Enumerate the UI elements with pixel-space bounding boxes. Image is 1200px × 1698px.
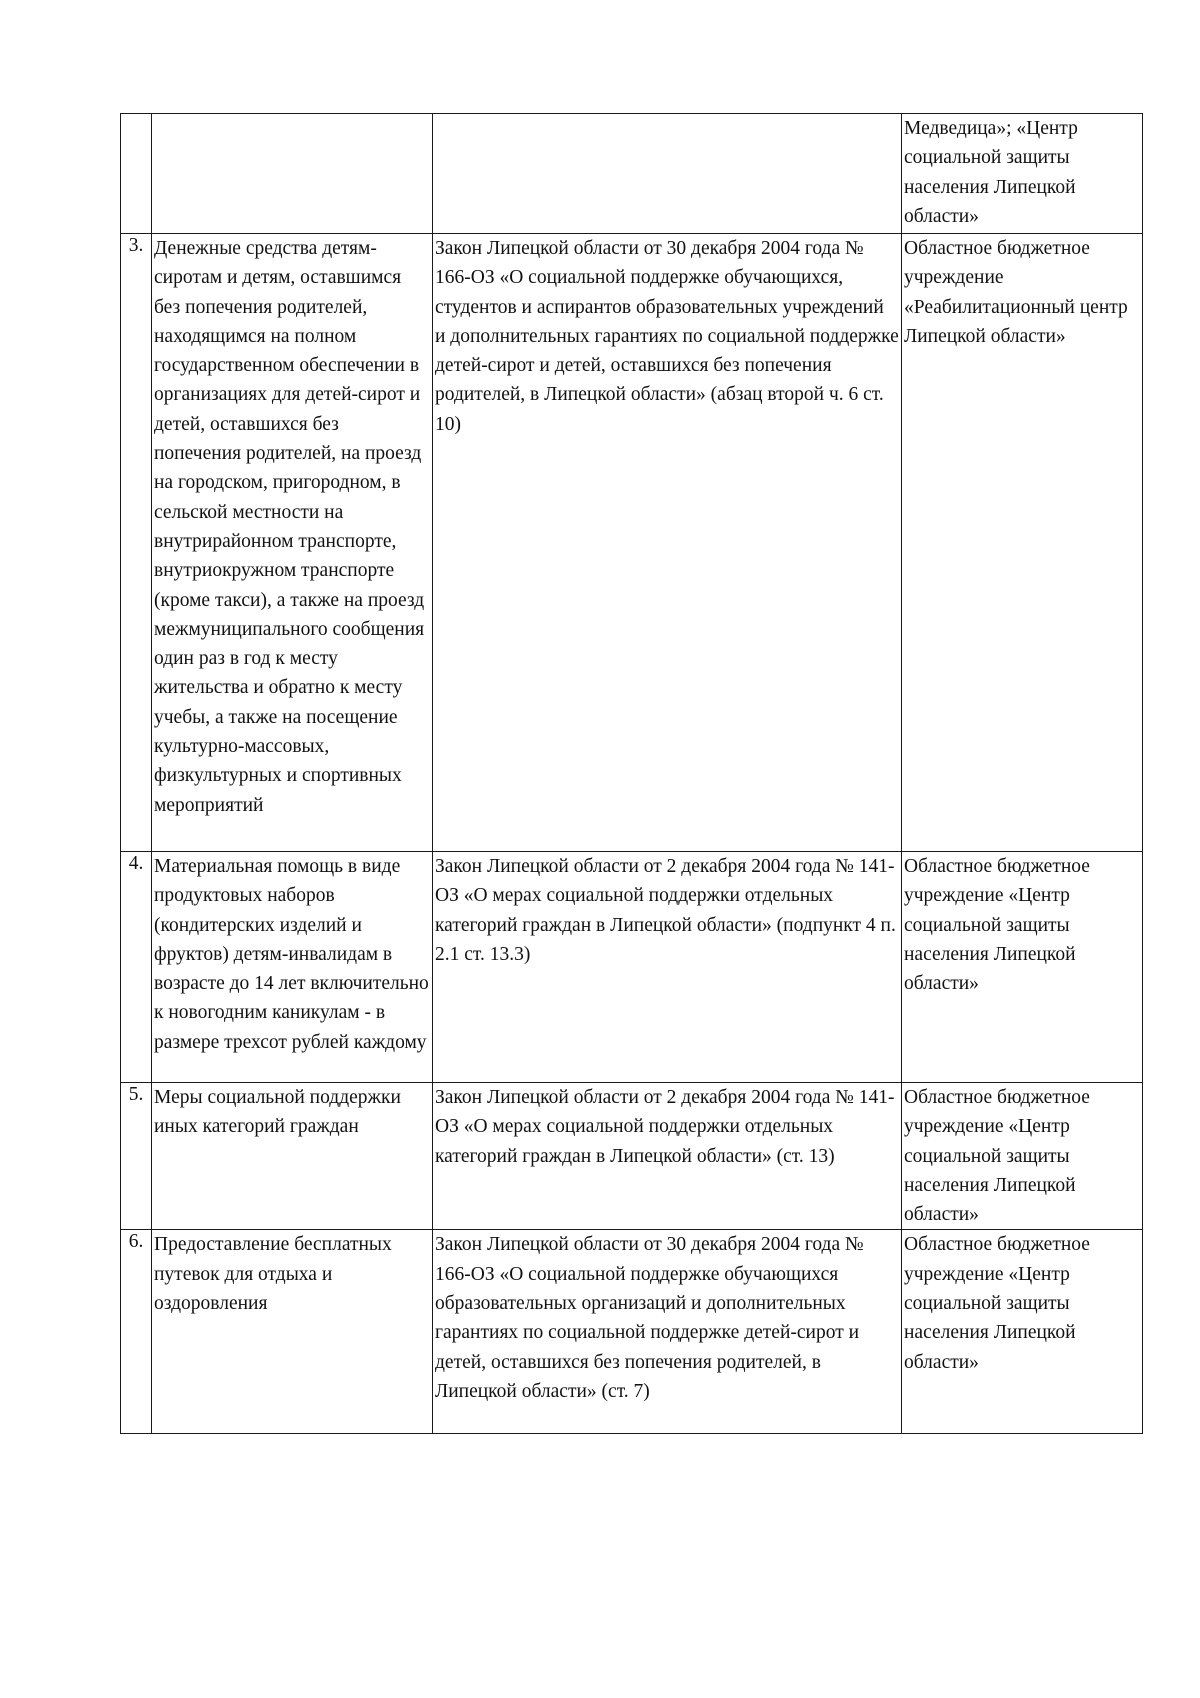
law-cell: Закон Липецкой области от 30 декабря 2004 года № 166-ОЗ «О социальной поддержке обучающихся, студентов и аспирантов образовательных учреждений и дополнительных гарантиях по социальной поддержке детей-сирот и детей, оставшихся без попечения родителей, в Липецкой области» (абзац второй ч. 6 ст. 10) [433, 234, 902, 852]
law-cell [433, 114, 902, 234]
measure-cell: Меры социальной поддержки иных категорий граждан [152, 1083, 433, 1230]
organization-cell: Областное бюджетное учреждение «Центр социальной защиты населения Липецкой области» [902, 852, 1143, 1083]
organization-cell: Областное бюджетное учреждение «Реабилитационный центр Липецкой области» [902, 234, 1143, 852]
law-cell: Закон Липецкой области от 2 декабря 2004 года № 141-ОЗ «О мерах социальной поддержки отдельных категорий граждан в Липецкой области» (ст. 13) [433, 1083, 902, 1230]
measure-cell: Денежные средства детям-сиротам и детям, оставшимся без попечения родителей, находящимся на полном государственном обеспечении в организациях для детей-сирот и детей, оставшихся без попечения родителей, на проезд на городском, пригородном, в сельской местности на внутрирайонном транспорте, внутриокружном транспорте (кроме такси), а также на проезд межмуниципального сообщения один раз в год к месту жительства и обратно к месту учебы, а также на посещение культурно-массовых, физкультурных и спортивных мероприятий [152, 234, 433, 852]
organization-cell: Областное бюджетное учреждение «Центр социальной защиты населения Липецкой области» [902, 1083, 1143, 1230]
law-cell [433, 1230, 902, 1434]
row-number: 4. [121, 852, 152, 1083]
row-number: 5. [121, 1083, 152, 1230]
table-row [121, 852, 1143, 1083]
measure-cell: Материальная помощь в виде продуктовых наборов (кондитерских изделий и фруктов) детям-инвалидам в возрасте до 14 лет включительно к новогодним каникулам - в размере трехсот рублей каждому [152, 852, 433, 1083]
measure-cell [152, 114, 433, 234]
law-article: (ст. 7) [601, 1380, 650, 1402]
measure-cell: Предоставление бесплатных путевок для отдыха и оздоровления [152, 1230, 433, 1434]
law-cell: Закон Липецкой области от 2 декабря 2004 года № 141-ОЗ «О мерах социальной поддержки отдельных категорий граждан в Липецкой области» (подпункт 4 п. 2.1 ст. 13.3) [433, 852, 902, 1083]
organization-cell: Медведица»; «Центр социальной защиты населения Липецкой области» [902, 114, 1143, 234]
table-row [121, 1083, 1143, 1230]
table-row [121, 114, 1143, 234]
row-number [121, 114, 152, 234]
table-row [121, 1230, 1143, 1434]
table-row [121, 234, 1143, 852]
row-number: 3. [121, 234, 152, 852]
row-number: 6. [121, 1230, 152, 1434]
organization-cell: Областное бюджетное учреждение «Центр социальной защиты населения Липецкой области» [902, 1230, 1143, 1434]
measures-table [120, 113, 1143, 1434]
law-text: Закон Липецкой области от 30 декабря 2004 года № 166-ОЗ «О социальной поддержке обучающихся образовательных организаций и дополнительных гарантиях по социальной поддержке детей-сирот и детей, оставшихся без попечения родителей, в Липецкой области» [435, 1234, 864, 1402]
